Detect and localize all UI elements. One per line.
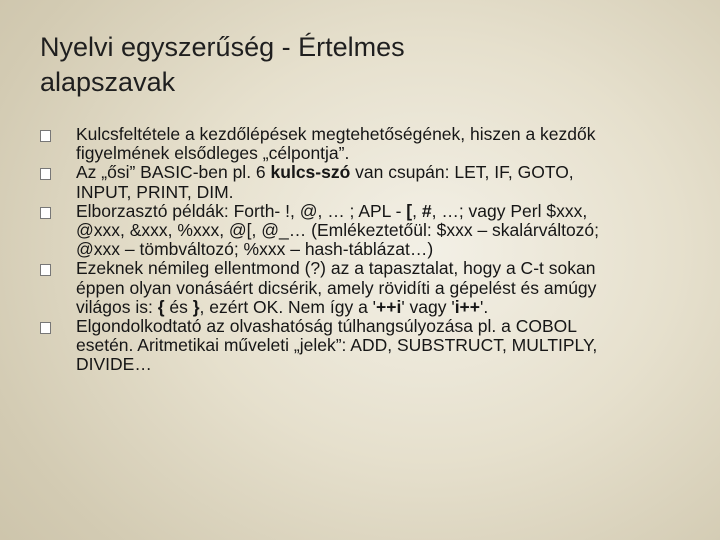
- bold-fragment: {: [157, 296, 165, 317]
- text-fragment: , ezért OK. Nem így a ': [199, 296, 376, 317]
- bold-fragment: kulcs-szó: [270, 162, 351, 183]
- bullet-item-2: [30, 163, 630, 201]
- text-fragment: Elborzasztó példák: Forth- !, @, … ; APL -: [76, 200, 407, 221]
- bullet-item-4: [30, 259, 630, 317]
- text-fragment: van csupán: LET, IF, GOTO, INPUT, PRINT, DIM.: [76, 162, 574, 202]
- text-fragment: Ezeknek némileg ellentmond (?) az a tapasztalat, hogy a C-t sokan éppen olyan vonásáért dicsérik, amely rövidíti a gépelést és amúgy világos is:: [76, 258, 597, 317]
- text-fragment: és: [164, 296, 193, 317]
- bold-fragment: #: [421, 200, 432, 221]
- slide-title: [40, 30, 405, 100]
- bullet-text: [76, 259, 630, 317]
- title-line-2: alapszavak: [40, 67, 176, 97]
- bullet-item-3: [30, 202, 630, 260]
- bullet-list: [30, 125, 630, 375]
- bold-fragment: ++i: [376, 296, 402, 317]
- text-fragment: ,: [412, 200, 422, 221]
- bullet-text: [76, 163, 630, 201]
- text-fragment: , …; vagy Perl $xxx, @xxx, &xxx, %xxx, @[, @_… (Emlékeztetőül: $xxx – skalárváltozó; @xxx – tömbváltozó; %xxx – hash-táblázat…): [76, 200, 600, 260]
- title-line-1: Nyelvi egyszerűség - Értelmes: [40, 32, 405, 62]
- bullet-text: [76, 202, 630, 260]
- bold-fragment: }: [192, 296, 200, 317]
- bold-fragment: [: [406, 200, 413, 221]
- bold-fragment: i++: [454, 296, 480, 317]
- bullet-text: [76, 125, 630, 163]
- text-fragment: ' vagy ': [401, 296, 455, 317]
- bullet-marker-icon: [40, 168, 51, 180]
- bullet-marker-icon: [40, 207, 51, 219]
- text-fragment: Az „ősi” BASIC-ben pl. 6: [76, 162, 271, 183]
- bullet-item-5: [30, 317, 630, 375]
- text-fragment: Elgondolkodtató az olvashatóság túlhangsúlyozása pl. a COBOL esetén. Aritmetikai műveleti „jelek”: ADD, SUBSTRUCT, MULTIPLY, DIVIDE…: [76, 316, 598, 375]
- bullet-marker-icon: [40, 130, 51, 142]
- bullet-marker-icon: [40, 264, 51, 276]
- text-fragment: '.: [480, 296, 489, 317]
- bullet-text: [76, 317, 630, 375]
- bullet-item-1: [30, 125, 630, 163]
- text-fragment: Kulcsfeltétele a kezdőlépések megtehetőségének, hiszen a kezdők figyelmének elsődleges „célpontja”.: [76, 124, 596, 164]
- bullet-marker-icon: [40, 322, 51, 334]
